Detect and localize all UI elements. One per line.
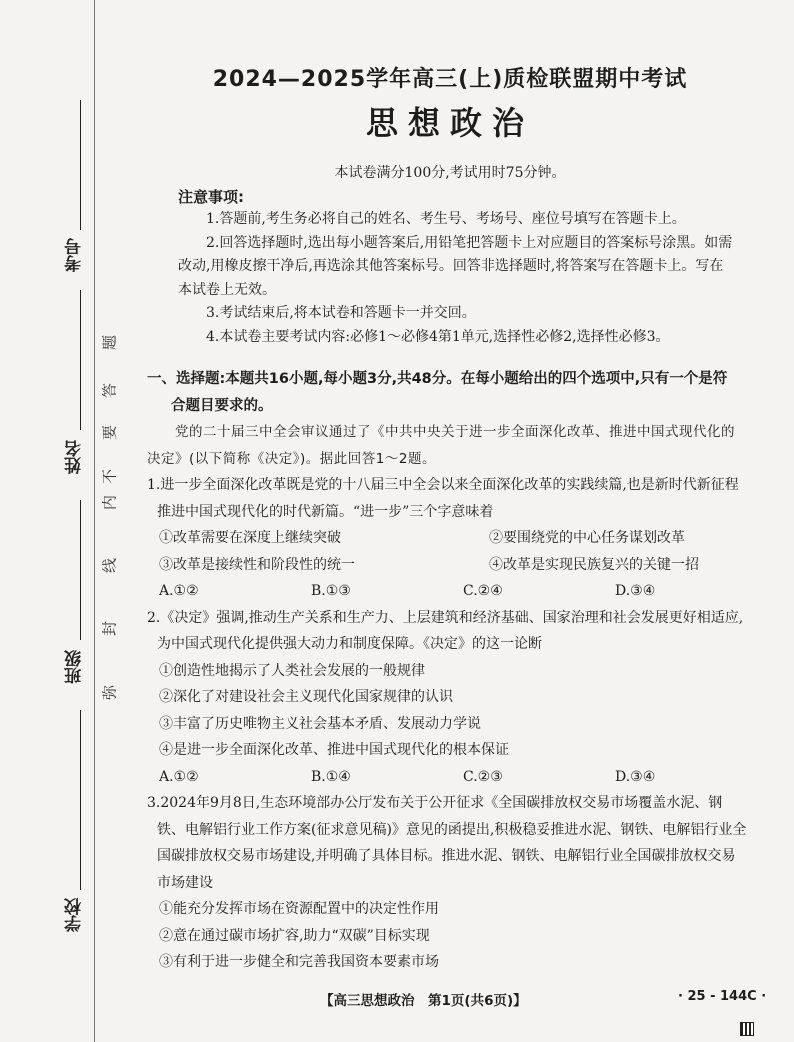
option: ②深化了对建设社会主义现代化国家规律的认识 xyxy=(159,689,453,705)
name-label: 姓名 xyxy=(65,440,85,474)
class-label: 班级 xyxy=(65,650,85,684)
notice-item: 1.答题前,考生务必将自己的姓名、考生号、考场号、座位号填写在答题卡上。 xyxy=(206,211,686,227)
option: ③有利于进一步健全和完善我国资本要素市场 xyxy=(159,954,439,970)
name-line xyxy=(80,290,81,430)
question-1-choices xyxy=(147,578,747,605)
question-2-choices xyxy=(147,764,747,791)
seal-char: 内 xyxy=(100,495,119,511)
option: ①改革需要在深度上继续突破 xyxy=(159,530,341,546)
seal-char: 线 xyxy=(100,558,119,574)
choice-c: C.②④ xyxy=(463,583,503,599)
choice-a: A.①② xyxy=(159,583,199,599)
option: ④是进一步全面深化改革、推进中国式现代化的根本保证 xyxy=(159,742,509,758)
paper-code: · 25 - 144C · xyxy=(678,989,767,1004)
seal-char: 要 xyxy=(100,425,119,441)
question-1-stem: 1.进一步全面深化改革既是党的十八届三中全会以来全面深化改革的实践续篇,也是新时代新征程推进中国式现代化的时代新篇。“进一步”三个字意味着 xyxy=(147,477,739,520)
class-line xyxy=(80,500,81,640)
school-label: 学校 xyxy=(65,898,85,932)
option: ①创造性地揭示了人类社会发展的一般规律 xyxy=(159,662,425,679)
seal-char: 弥 xyxy=(100,685,119,701)
subject-title: 思想政治 xyxy=(365,104,534,142)
question-1-options-row xyxy=(147,552,747,579)
exam-no-line xyxy=(80,100,81,230)
exam-no-label: 考号 xyxy=(65,238,85,272)
notice-title: 注意事项: xyxy=(178,188,244,206)
choice-d: D.③④ xyxy=(615,768,656,785)
question-section xyxy=(147,366,747,976)
school-line xyxy=(80,710,81,890)
choice-a: A.①② xyxy=(159,768,199,785)
exam-title: 2024—2025学年高三(上)质检联盟期中考试 xyxy=(212,67,688,92)
choice-d: D.③④ xyxy=(615,583,656,599)
question-2-stem: 2.《决定》强调,推动生产关系和生产力、上层建筑和经济基础、国家治理和社会发展更好相适应,为中国式现代化提供强大动力和制度保障。《决定》的这一论断 xyxy=(147,609,744,652)
option: ④改革是实现民族复兴的关键一招 xyxy=(489,556,699,573)
seal-char: 不 xyxy=(100,469,119,485)
qr-code-icon xyxy=(740,1022,754,1036)
choice-c: C.②③ xyxy=(463,768,503,785)
section-intro: 党的二十届三中全会审议通过了《中共中央关于进一步全面深化改革、推进中国式现代化的决定》(以下简称《决定》)。据此回答1～2题。 xyxy=(147,424,735,467)
option: ②要围绕党的中心任务谋划改革 xyxy=(489,530,685,546)
page-footer: 【高三思想政治 第1页(共6页)】 xyxy=(320,993,527,1009)
seal-char: 封 xyxy=(100,621,119,637)
option: ③改革是接续性和阶段性的统一 xyxy=(159,556,355,573)
choice-b: B.①③ xyxy=(311,583,351,599)
binding-line xyxy=(94,0,95,1042)
option: ③丰富了历史唯物主义社会基本矛盾、发展动力学说 xyxy=(159,715,481,732)
seal-char: 答 xyxy=(100,383,119,399)
notice-list xyxy=(178,208,733,349)
option: ①能充分发挥市场在资源配置中的决定性作用 xyxy=(159,901,439,917)
choice-b: B.①④ xyxy=(311,768,351,785)
question-3-stem: 3.2024年9月8日,生态环境部办公厅发布关于公开征求《全国碳排放权交易市场覆盖水泥、钢铁、电解铝行业工作方案(征求意见稿)》意见的函提出,积极稳妥推进水泥、钢铁、电解铝行业全国碳排放权交易市场建设,并明确了具体目标。推进水泥、钢铁、电解铝行业全国碳排放权交易市场建设 xyxy=(147,795,747,891)
question-1-options-row xyxy=(147,525,747,552)
seal-char: 题 xyxy=(100,335,119,351)
notice-item: 4.本试卷主要考试内容:必修1～必修4第1单元,选择性必修2,选择性必修3。 xyxy=(206,328,670,345)
notice-item: 3.考试结束后,将本试卷和答题卡一并交回。 xyxy=(206,305,476,321)
option: ②意在通过碳市场扩容,助力“双碳”目标实现 xyxy=(159,927,430,944)
section-heading-line2: 合题目要求的。 xyxy=(171,397,273,414)
score-info: 本试卷满分100分,考试用时75分钟。 xyxy=(334,165,566,181)
section-heading xyxy=(147,366,747,419)
section-heading-line1: 一、选择题:本题共16小题,每小题3分,共48分。在每小题给出的四个选项中,只有一个是符 xyxy=(147,371,728,387)
notice-item: 2.回答选择题时,选出每小题答案后,用铅笔把答题卡上对应题目的答案标号涂黑。如需改动,用橡皮擦干净后,再选涂其他答案标号。回答非选择题时,将答案写在答题卡上。写在本试卷上无效。 xyxy=(178,234,733,298)
